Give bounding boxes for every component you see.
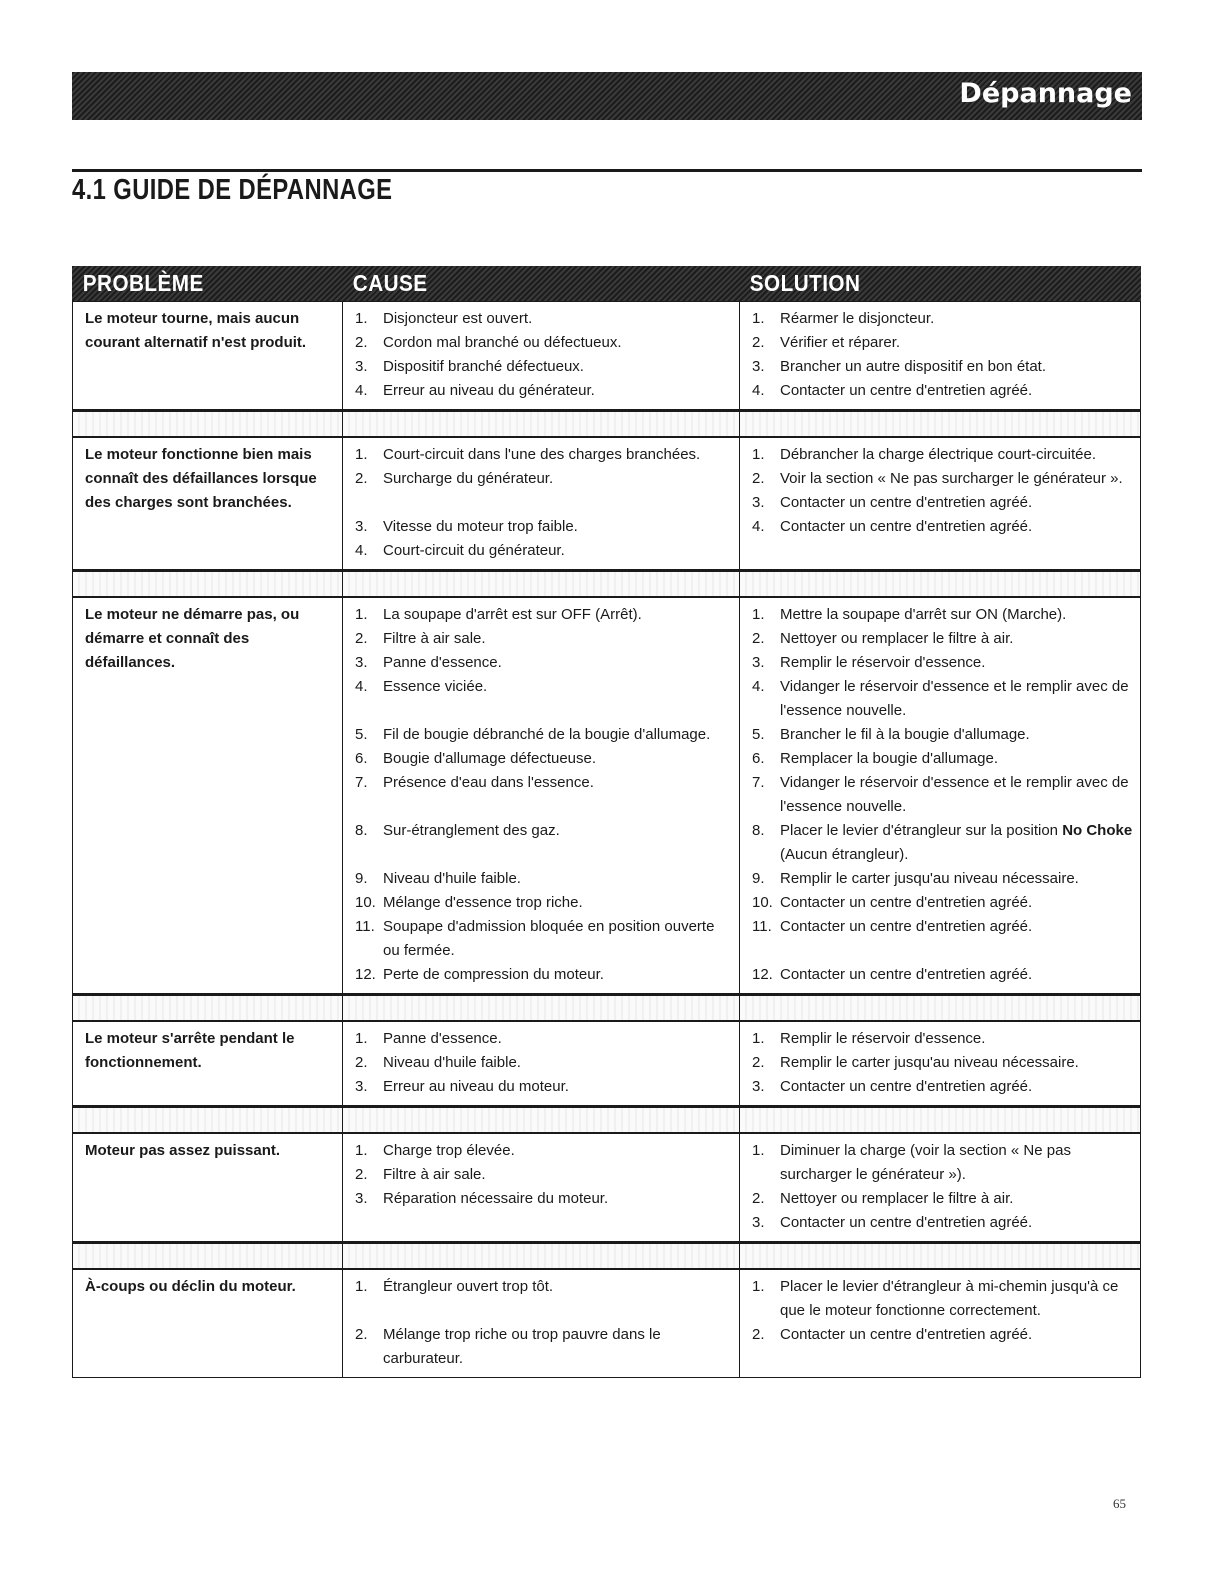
banner-title: Dépannage [959, 78, 1132, 109]
page-title: 4.1 GUIDE DE DÉPANNAGE [72, 174, 393, 206]
cause-cell [343, 1134, 740, 1241]
list-item: 2. Vérifier et réparer. [752, 334, 901, 351]
solution-cell [740, 438, 1142, 569]
problem-cell: Moteur pas assez puissant. [73, 1134, 343, 1241]
list-item: 8. Sur-étranglement des gaz. [355, 822, 560, 839]
list-item: 2. Filtre à air sale. [355, 630, 486, 647]
list-item: 2. Surcharge du générateur. [355, 470, 554, 487]
list-item: 4. Vidanger le réservoir d'essence et le remplir avec de l'essence nouvelle. [752, 678, 1129, 719]
problem-cell: Le moteur tourne, mais aucun courant alternatif n'est produit. [73, 302, 343, 409]
list-item: 8. Placer le levier d'étrangleur sur la position No Choke (Aucun étrangleur). [752, 822, 1133, 863]
cause-cell [343, 1022, 740, 1105]
list-item: 12. Perte de compression du moteur. [355, 966, 604, 983]
list-item: 6. Bougie d'allumage défectueuse. [355, 750, 597, 767]
list-item: 2. Contacter un centre d'entretien agréé. [752, 1326, 1033, 1343]
list-item: 3. Contacter un centre d'entretien agréé. [752, 1078, 1033, 1095]
table-row [72, 301, 1141, 410]
list-item: 1. Placer le levier d'étrangleur à mi-chemin jusqu'à ce que le moteur fonctionne correctement. [752, 1278, 1119, 1319]
list-item: 1. Disjoncteur est ouvert. [355, 310, 533, 327]
list-item: 1. La soupape d'arrêt est sur OFF (Arrêt). [355, 606, 642, 623]
list-item: 1. Court-circuit dans l'une des charges branchées. [355, 446, 701, 463]
list-item: 2. Voir la section « Ne pas surcharger le générateur ». [752, 470, 1123, 487]
cause-cell [343, 598, 740, 993]
solution-cell [740, 302, 1142, 409]
list-item: 9. Niveau d'huile faible. [355, 870, 521, 887]
table-row [72, 438, 1141, 570]
list-item: 5. Brancher le fil à la bougie d'allumage. [752, 726, 1030, 743]
header-probleme: PROBLÈME [82, 270, 204, 296]
table-row [72, 598, 1141, 994]
list-item: 1. Charge trop élevée. [355, 1142, 515, 1159]
cause-cell [343, 1270, 740, 1377]
solution-cell [740, 1022, 1142, 1105]
list-item: 3. Brancher un autre dispositif en bon état. [752, 358, 1047, 375]
row-separator [72, 1106, 1141, 1134]
cause-cell [343, 438, 740, 569]
list-item: 7. Présence d'eau dans l'essence. [355, 774, 594, 791]
list-item: 3. Erreur au niveau du moteur. [355, 1078, 569, 1095]
list-item: 5. Fil de bougie débranché de la bougie d'allumage. [355, 726, 711, 743]
list-item: 2. Niveau d'huile faible. [355, 1054, 521, 1071]
list-item: 3. Réparation nécessaire du moteur. [355, 1190, 609, 1207]
solution-cell [740, 1270, 1142, 1377]
list-item: 4. Contacter un centre d'entretien agréé. [752, 382, 1033, 399]
problem-cell: Le moteur fonctionne bien mais connaît des défaillances lorsque des charges sont branchées. [73, 438, 343, 569]
list-item: 1. Réarmer le disjoncteur. [752, 310, 935, 327]
list-item: 1. Panne d'essence. [355, 1030, 502, 1047]
list-item: 1. Étrangleur ouvert trop tôt. [355, 1278, 554, 1295]
list-item: 1. Débrancher la charge électrique court-circuitée. [752, 446, 1096, 463]
list-item: 2. Filtre à air sale. [355, 1166, 486, 1183]
row-separator [72, 1242, 1141, 1270]
table-header [72, 266, 1141, 301]
list-item: 3. Contacter un centre d'entretien agréé. [752, 1214, 1033, 1231]
list-item: 2. Cordon mal branché ou défectueux. [355, 334, 622, 351]
list-item: 12. Contacter un centre d'entretien agréé. [752, 966, 1033, 983]
list-item: 2. Mélange trop riche ou trop pauvre dans le carburateur. [355, 1326, 661, 1367]
header-solution: SOLUTION [749, 270, 861, 296]
problem-cell: Le moteur s'arrête pendant le fonctionnement. [73, 1022, 343, 1105]
page-number: 65 [1113, 1496, 1126, 1511]
list-item: 7. Vidanger le réservoir d'essence et le remplir avec de l'essence nouvelle. [752, 774, 1129, 815]
list-item: 3. Contacter un centre d'entretien agréé. [752, 494, 1033, 511]
cause-cell [343, 302, 740, 409]
row-separator [72, 410, 1141, 438]
table-row [72, 1134, 1141, 1242]
solution-cell [740, 598, 1142, 993]
list-item: 2. Remplir le carter jusqu'au niveau nécessaire. [752, 1054, 1079, 1071]
section-rule [72, 169, 1142, 172]
list-item: 3. Dispositif branché défectueux. [355, 358, 584, 375]
list-item: 9. Remplir le carter jusqu'au niveau nécessaire. [752, 870, 1079, 887]
list-item: 3. Vitesse du moteur trop faible. [355, 518, 578, 535]
list-item: 2. Nettoyer ou remplacer le filtre à air. [752, 1190, 1014, 1207]
header-cause: CAUSE [352, 270, 428, 296]
solution-cell [740, 1134, 1142, 1241]
list-item: 3. Panne d'essence. [355, 654, 502, 671]
list-item: 4. Contacter un centre d'entretien agréé. [752, 518, 1033, 535]
list-item: 11. Soupape d'admission bloquée en position ouverte ou fermée. [355, 918, 715, 959]
list-item: 11. Contacter un centre d'entretien agréé. [752, 918, 1033, 935]
list-item: 10. Mélange d'essence trop riche. [355, 894, 583, 911]
table-row [72, 1022, 1141, 1106]
problem-cell: Le moteur ne démarre pas, ou démarre et connaît des défaillances. [73, 598, 343, 993]
list-item: 2. Nettoyer ou remplacer le filtre à air. [752, 630, 1014, 647]
list-item: 3. Remplir le réservoir d'essence. [752, 654, 986, 671]
problem-cell: À-coups ou déclin du moteur. [73, 1270, 343, 1377]
header-banner [72, 72, 1142, 120]
troubleshooting-table [72, 266, 1141, 1378]
list-item: 1. Mettre la soupape d'arrêt sur ON (Marche). [752, 606, 1067, 623]
list-item: 4. Court-circuit du générateur. [355, 542, 565, 559]
list-item: 6. Remplacer la bougie d'allumage. [752, 750, 998, 767]
list-item: 1. Diminuer la charge (voir la section « Ne pas surcharger le générateur »). [752, 1142, 1071, 1183]
row-separator [72, 994, 1141, 1022]
table-row [72, 1270, 1141, 1378]
list-item: 4. Essence viciée. [355, 678, 488, 695]
row-separator [72, 570, 1141, 598]
list-item: 4. Erreur au niveau du générateur. [355, 382, 595, 399]
list-item: 10. Contacter un centre d'entretien agréé. [752, 894, 1033, 911]
list-item: 1. Remplir le réservoir d'essence. [752, 1030, 986, 1047]
